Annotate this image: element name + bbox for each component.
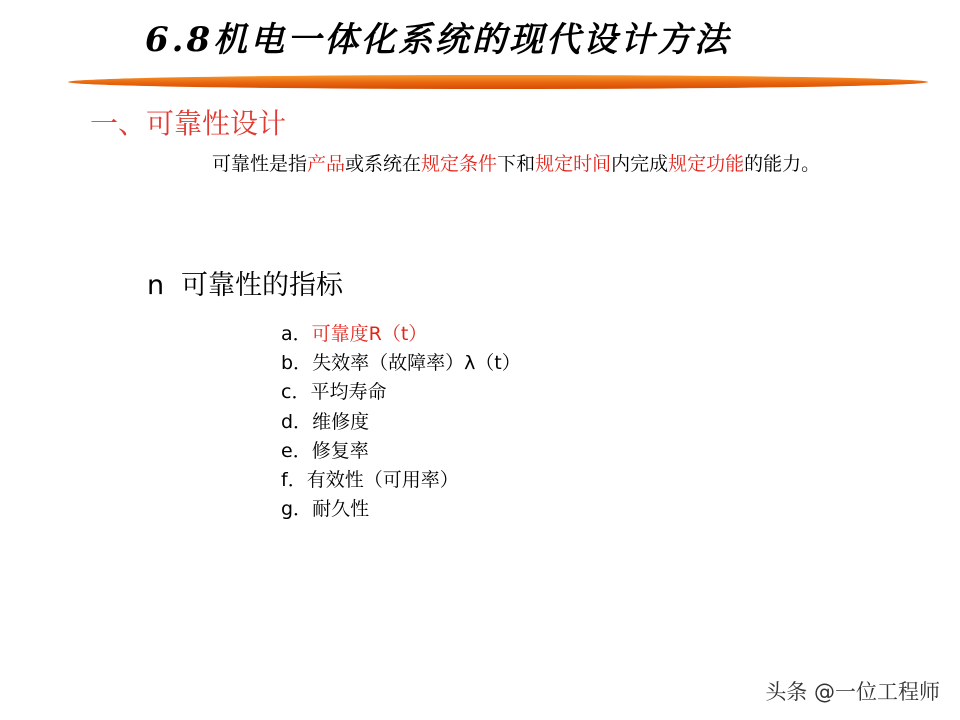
item-text: 可靠度R（t）	[311, 323, 428, 345]
list-item	[281, 408, 521, 437]
item-letter: e．	[281, 439, 312, 462]
definition-highlight: 规定条件	[421, 153, 498, 175]
item-letter: a．	[281, 323, 312, 345]
definition-text: 的能力。	[744, 153, 821, 175]
item-text: 平均寿命	[310, 381, 387, 404]
title-underline	[68, 75, 928, 89]
item-letter: d．	[281, 410, 313, 433]
definition-highlight: 产品	[307, 153, 346, 175]
watermark: 头条 @一位工程师	[765, 680, 940, 704]
definition-highlight: 规定时间	[535, 153, 612, 175]
slide-title: 6.8机电一体化系统的现代设计方法	[145, 20, 732, 60]
bullet-heading	[147, 263, 343, 302]
definition-highlight: 规定功能	[668, 153, 745, 175]
list-item	[281, 349, 521, 378]
list-item	[281, 437, 521, 466]
definition-text: 内完成	[611, 153, 669, 175]
item-text: 有效性（可用率）	[306, 469, 459, 492]
list-item	[281, 378, 521, 407]
item-text: 耐久性	[312, 498, 370, 521]
item-letter: f．	[281, 469, 307, 492]
definition-text: 可靠性是指	[212, 153, 308, 175]
bullet-heading-text: 可靠性的指标	[181, 270, 343, 301]
definition-text: 或系统在	[345, 153, 422, 175]
definition-text: 下和	[497, 153, 536, 175]
list-item	[281, 320, 521, 349]
indicator-list	[281, 320, 521, 524]
definition-paragraph	[160, 150, 900, 178]
item-letter: c．	[281, 381, 311, 404]
item-letter: g．	[281, 498, 313, 521]
item-text: 维修度	[312, 410, 370, 433]
item-letter: b．	[281, 352, 313, 375]
bullet-marker: n	[147, 270, 165, 301]
item-text: 失效率（故障率）λ（t）	[312, 352, 521, 375]
section-heading: 一、可靠性设计	[90, 107, 287, 140]
list-item	[281, 495, 521, 524]
item-text: 修复率	[311, 439, 369, 462]
list-item	[281, 466, 521, 495]
